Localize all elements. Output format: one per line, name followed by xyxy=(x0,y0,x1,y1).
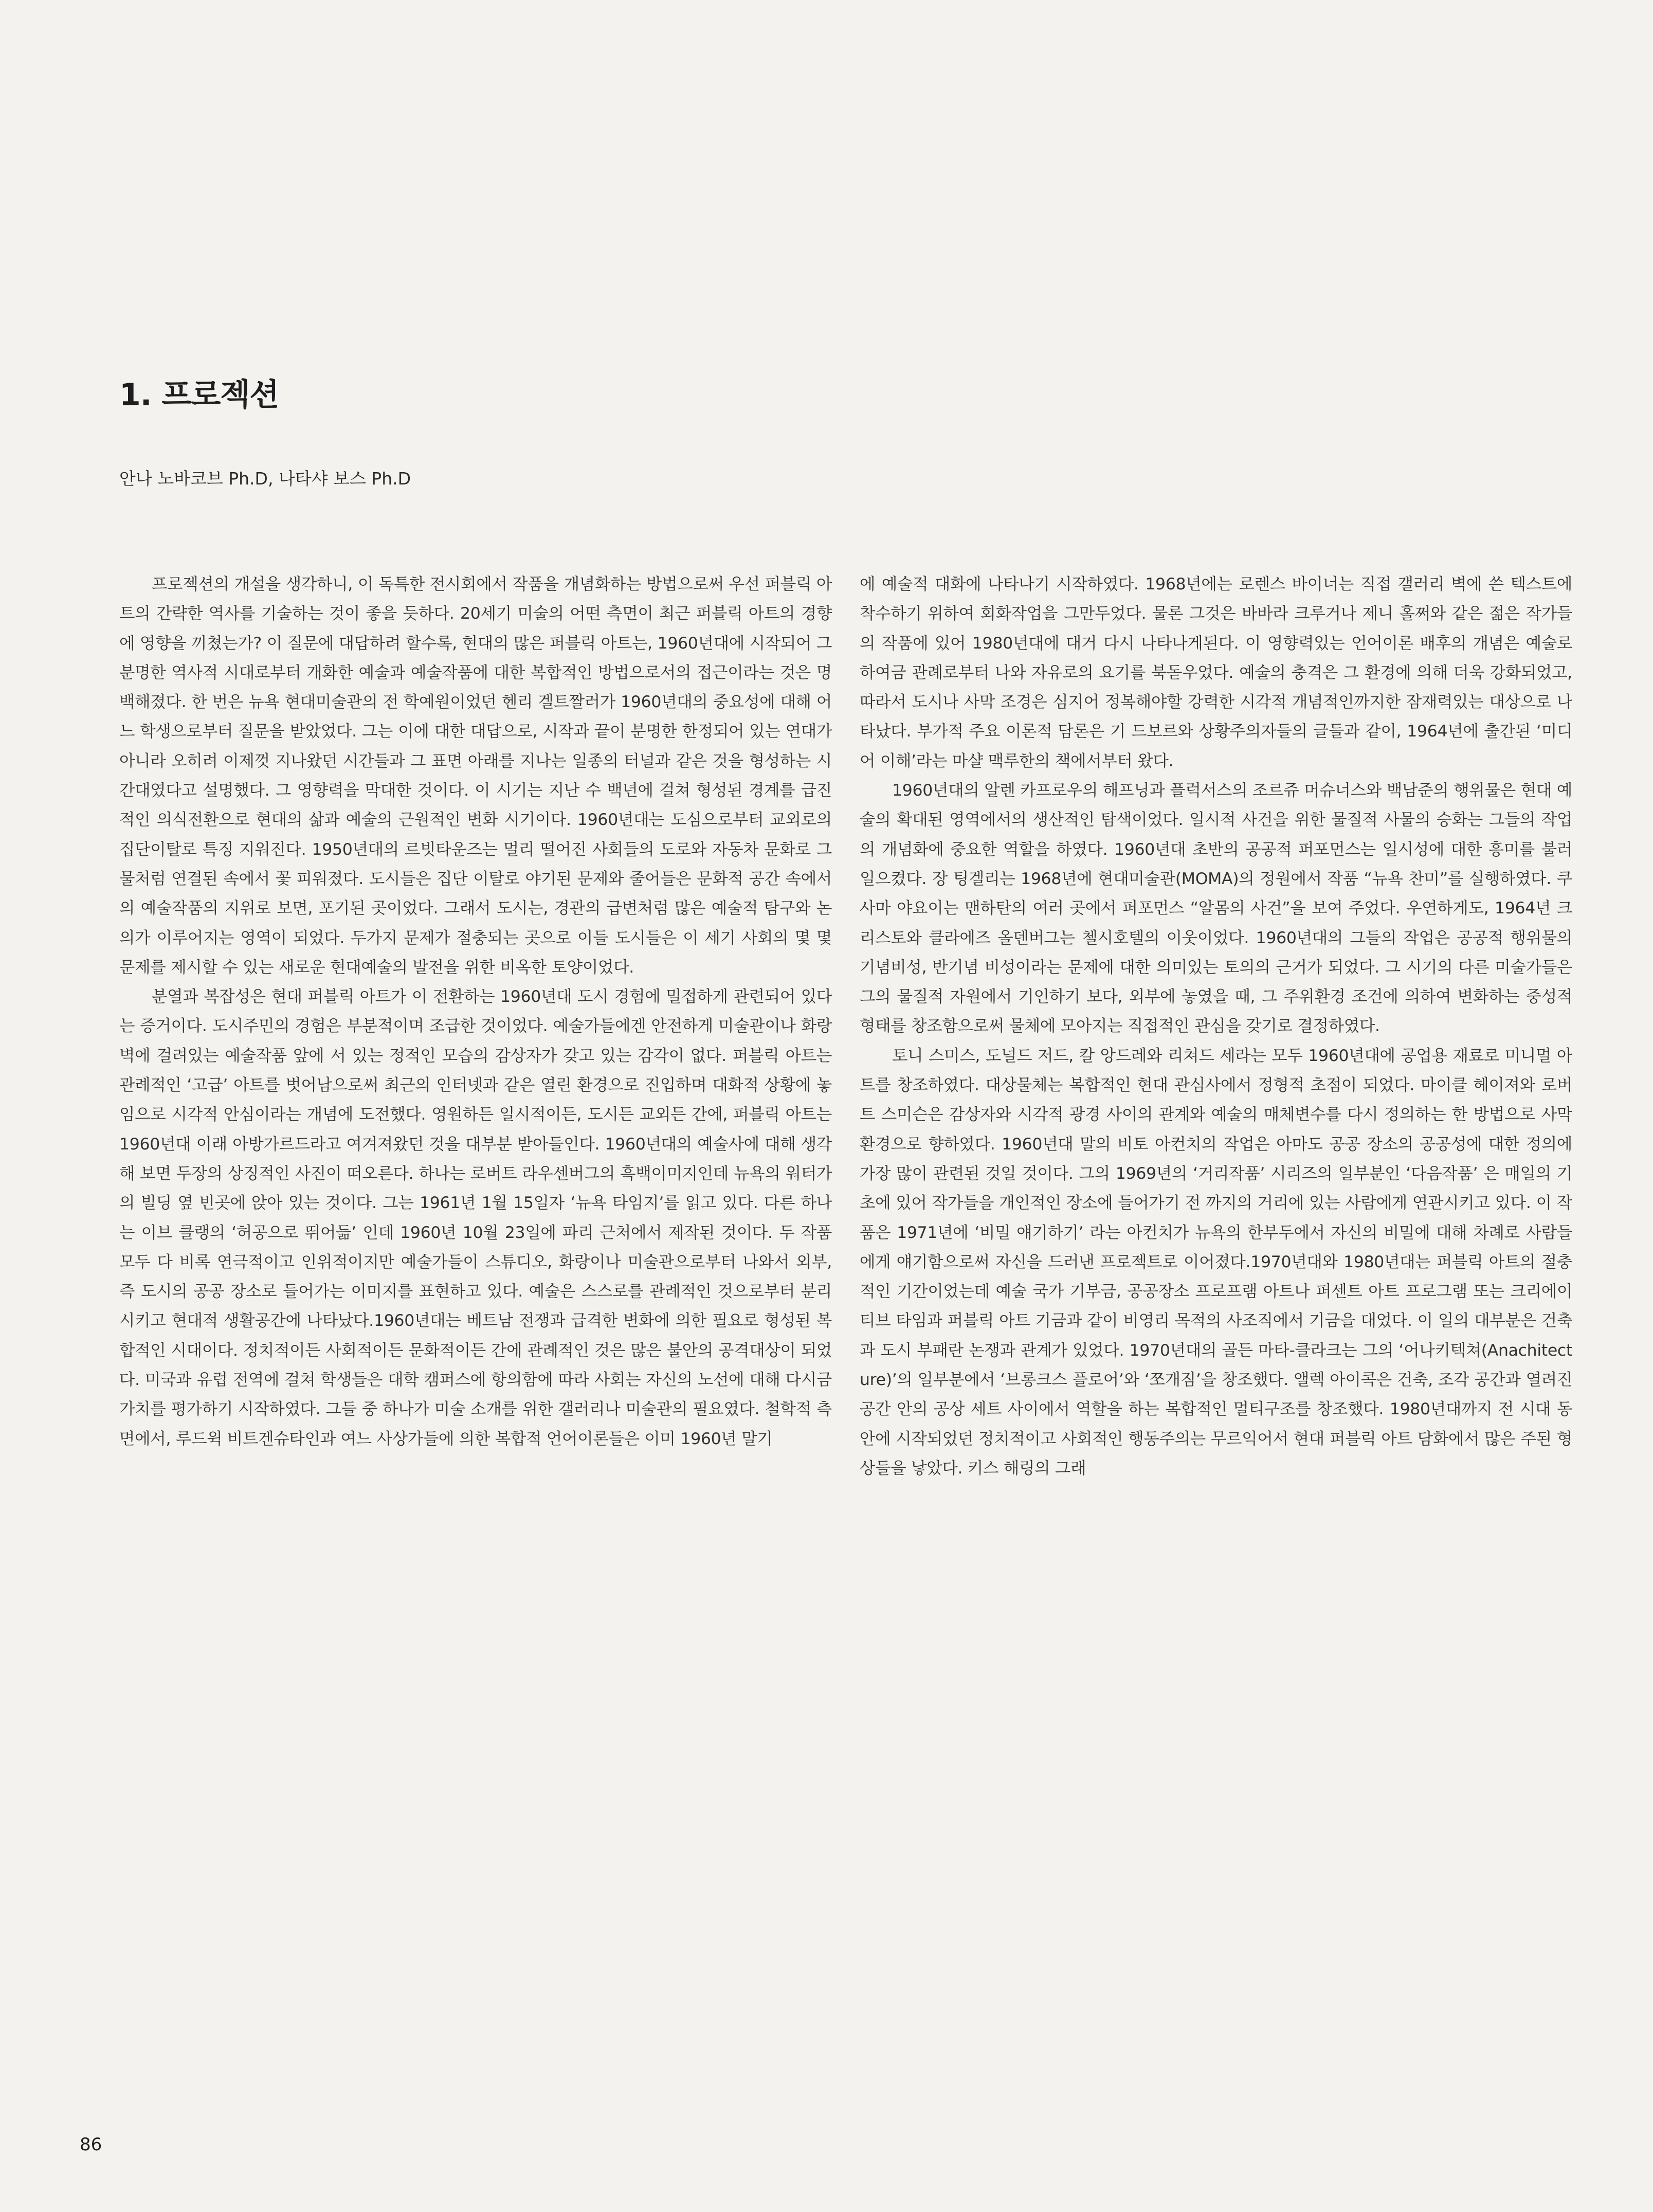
right-text-column xyxy=(860,570,1572,1989)
paragraph: 프로젝션의 개설을 생각하니, 이 독특한 전시회에서 작품을 개념화하는 방법으로써 우선 퍼블릭 아트의 간략한 역사를 기술하는 것이 좋을 듯하다. 20세기 미술의 어떤 측면이 최근 퍼블릭 아트의 경향에 영향을 끼쳤는가? 이 질문에 대답하려 할수록, 현대의 많은 퍼블릭 아트는, 1960년대에 시작되어 그 분명한 역사적 시대로부터 개화한 예술과 예술작품에 대한 복합적인 방법으로서의 접근이라는 것은 명백해졌다. 한 번은 뉴욕 현대미술관의 전 학예원이었던 헨리 겔트짤러가 1960년대의 중요성에 대해 어느 학생으로부터 질문을 받았었다. 그는 이에 대한 대답으로, 시작과 끝이 분명한 한정되어 있는 연대가 아니라 오히려 이제껏 지나왔던 시간들과 그 표면 아래를 지나는 일종의 터널과 같은 것을 형성하는 시간대였다고 설명했다. 그 영향력을 막대한 것이다. 이 시기는 지난 수 백년에 걸쳐 형성된 경계를 급진적인 의식전환으로 현대의 삶과 예술의 근원적인 변화 시기이다. 1960년대는 도심으로부터 교외로의 집단이탈로 특징 지워진다. 1950년대의 르빗타운즈는 멀리 떨어진 사회들의 도로와 자동차 문화로 그물처럼 연결된 속에서 꽃 피워졌다. 도시들은 집단 이탈로 야기된 문제와 줄어들은 문화적 공간 속에서의 예술작품의 지위로 보면, 포기된 곳이었다. 그래서 도시는, 경관의 급변처럼 많은 예술적 탐구와 논의가 이루어지는 영역이 되었다. 두가지 문제가 절충되는 곳으로 이들 도시들은 이 세기 사회의 몇 몇 문제를 제시할 수 있는 새로운 현대예술의 발전을 위한 비옥한 토양이었다. xyxy=(119,575,832,977)
author-line: 안나 노바코브 Ph.D, 나타샤 보스 Ph.D xyxy=(119,469,411,489)
page-number: 86 xyxy=(80,2134,102,2155)
paragraph: 에 예술적 대화에 나타나기 시작하였다. 1968년에는 로렌스 바이너는 직접 갤러리 벽에 쓴 텍스트에 착수하기 위하여 회화작업을 그만두었다. 물론 그것은 바바라 크루거나 제니 홀쩌와 같은 젊은 작가들의 작품에 있어 1980년대에 대거 다시 나타나게된다. 이 영향력있는 언어이론 배후의 개념은 예술로 하여금 관례로부터 나와 자유로의 요기를 북돋우었다. 예술의 충격은 그 환경에 의해 더욱 강화되었고, 따라서 도시나 사막 조경은 심지어 정복해야할 강력한 시각적 개념적인까지한 잠재력있는 대상으로 나타났다. 부가적 주요 이론적 담론은 기 드보르와 상황주의자들의 글들과 같이, 1964년에 출간된 ‘미디어 이해’라는 마샬 맥루한의 책에서부터 왔다. xyxy=(860,575,1572,770)
paragraph: 분열과 복잡성은 현대 퍼블릭 아트가 이 전환하는 1960년대 도시 경험에 밀접하게 관련되어 있다는 증거이다. 도시주민의 경험은 부분적이며 조급한 것이었다. 예술가들에겐 안전하게 미술관이나 화랑 벽에 걸려있는 예술작품 앞에 서 있는 정적인 모습의 감상자가 갖고 있는 감각이 없다. 퍼블릭 아트는 관례적인 ‘고급’ 아트를 벗어남으로써 최근의 인터넷과 같은 열린 환경으로 진입하며 대화적 상황에 놓임으로 시각적 안심이라는 개념에 도전했다. 영원하든 일시적이든, 도시든 교외든 간에, 퍼블릭 아트는 1960년대 이래 아방가르드라고 여겨져왔던 것을 대부분 받아들인다. 1960년대의 예술사에 대해 생각해 보면 두장의 상징적인 사진이 떠오른다. 하나는 로버트 라우센버그의 흑백이미지인데 뉴욕의 워터가의 빌딩 옆 빈곳에 앉아 있는 것이다. 그는 1961년 1월 15일자 ‘뉴욕 타임지’를 읽고 있다. 다른 하나는 이브 클랭의 ‘허공으로 뛰어듦’ 인데 1960년 10월 23일에 파리 근처에서 제작된 것이다. 두 작품 모두 다 비록 연극적이고 인위적이지만 예술가들이 스튜디오, 화랑이나 미술관으로부터 나와서 외부, 즉 도시의 공공 장소로 들어가는 이미지를 표현하고 있다. 예술은 스스로를 관례적인 것으로부터 분리시키고 현대적 생활공간에 나타났다.1960년대는 베트남 전쟁과 급격한 변화에 의한 필요로 형성된 복합적인 시대이다. 정치적이든 사회적이든 문화적이든 간에 관례적인 것은 많은 불안의 공격대상이 되었다. 미국과 유럽 전역에 걸쳐 학생들은 대학 캠퍼스에 항의함에 따라 사회는 자신의 노선에 대해 다시금 가치를 평가하기 시작하였다. 그들 중 하나가 미술 소개를 위한 갤러리나 미술관의 필요였다. 철학적 측면에서, 루드윅 비트겐슈타인과 여느 사상가들에 의한 복합적 언어이론들은 이미 1960년 말기 xyxy=(119,987,832,1448)
left-text-column xyxy=(119,570,832,1989)
chapter-title: 1. 프로젝션 xyxy=(119,377,279,413)
paragraph: 1960년대의 알렌 카프로우의 해프닝과 플럭서스의 조르쥬 머슈너스와 백남준의 행위물은 현대 예술의 확대된 영역에서의 생산적인 탐색이었다. 일시적 사건을 위한 물질적 사물의 승화는 그들의 작업의 개념화에 중요한 역할을 하였다. 1960년대 초반의 공공적 퍼포먼스는 일시성에 대한 흥미를 불러 일으켰다. 장 팅겔리는 1968년에 현대미술관(MOMA)의 정원에서 작품 “뉴욕 찬미”를 실행하였다. 쿠사마 야요이는 맨하탄의 여러 곳에서 퍼포먼스 “알몸의 사건”을 보여 주었다. 우연하게도, 1964년 크리스토와 클라에즈 올덴버그는 첼시호텔의 이웃이었다. 1960년대의 그들의 작업은 공공적 행위물의 기념비성, 반기념 비성이라는 문제에 대한 의미있는 토의의 근거가 되었다. 그 시기의 다른 미술가들은 그의 물질적 자원에서 기인하기 보다, 외부에 놓였을 때, 그 주위환경 조건에 의하여 변화하는 중성적 형태를 창조함으로써 물체에 모아지는 직접적인 관심을 갖기로 결정하였다. xyxy=(860,781,1572,1036)
paragraph: 토니 스미스, 도널드 저드, 칼 앙드레와 리쳐드 세라는 모두 1960년대에 공업용 재료로 미니멀 아트를 창조하였다. 대상물체는 복합적인 현대 관심사에서 정형적 초점이 되었다. 마이클 헤이져와 로버트 스미슨은 감상자와 시각적 광경 사이의 관계와 예술의 매체변수를 다시 정의하는 한 방법으로 사막환경으로 향하였다. 1960년대 말의 비토 아컨치의 작업은 아마도 공공 장소의 공공성에 대한 정의에 가장 많이 관련된 것일 것이다. 그의 1969년의 ‘거리작품’ 시리즈의 일부분인 ‘다음작품’ 은 매일의 기초에 있어 작가들을 개인적인 장소에 들어가기 전 까지의 거리에 있는 사람에게 연관시키고 있다. 이 작품은 1971년에 ‘비밀 얘기하기’ 라는 아컨치가 뉴욕의 한부두에서 자신의 비밀에 대해 차례로 사람들에게 얘기함으로써 자신을 드러낸 프로젝트로 이어졌다.1970년대와 1980년대는 퍼블릭 아트의 절충적인 기간이었는데 예술 국가 기부금, 공공장소 프로프램 아트나 퍼센트 아트 프로그램 또는 크리에이티브 타임과 퍼블릭 아트 기금과 같이 비영리 목적의 사조직에서 기금을 대었다. 이 일의 대부분은 건축과 도시 부패란 논쟁과 관계가 있었다. 1970년대의 골든 마타-클라크는 그의 ‘어나키텍쳐(Anachitecture)’의 일부분에서 ‘브롱크스 플로어’와 ‘쪼개짐’을 창조했다. 앨렉 아이콕은 건축, 조각 공간과 열려진 공간 안의 공상 세트 사이에서 역할을 하는 복합적인 멀티구조를 창조했다. 1980년대까지 전 시대 동안에 시작되었던 정치적이고 사회적인 행동주의는 무르익어서 현대 퍼블릭 아트 담화에서 많은 주된 형상들을 낳았다. 키스 해링의 그래 xyxy=(860,1046,1572,1478)
